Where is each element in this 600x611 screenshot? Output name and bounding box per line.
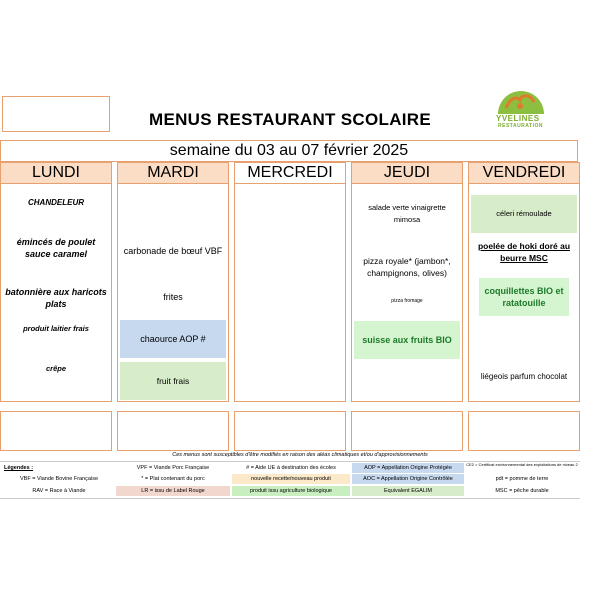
- legend-aoc: AOC = Appellation Origine Contrôlée: [352, 474, 464, 484]
- day-header-mardi: MARDI: [118, 163, 228, 184]
- menu-item: liégeois parfum chocolat: [480, 372, 568, 381]
- legend-nouveau: nouvelle recette/nouveau produit: [232, 474, 350, 484]
- bottom-box-mardi: [117, 411, 229, 451]
- menu-item: pizza fromage: [391, 298, 423, 304]
- legend-aide: # = Aide UE à destination des écoles: [246, 465, 336, 471]
- column-lundi: [0, 162, 112, 402]
- menu-item: émincés de poulet sauce caramel: [16, 237, 96, 259]
- legend-msc: MSC = pêche durable: [495, 488, 549, 494]
- menu-item: carbonade de bœuf VBF: [123, 246, 223, 256]
- menu-item: poelée de hoki doré au beurre MSC: [477, 241, 571, 263]
- yvelines-logo: [492, 86, 550, 130]
- menu-item: salade verte vinaigrette mimosa: [368, 203, 446, 224]
- menu-item: chaource AOP #: [120, 320, 226, 358]
- column-mercredi: [234, 162, 346, 402]
- menu-item: crêpe: [45, 364, 66, 373]
- column-jeudi: [351, 162, 463, 402]
- legend-egalim: Equivalent EGALIM: [352, 486, 464, 496]
- legend-aop: AOP = Appellation Origine Protégée: [352, 463, 464, 473]
- day-header-vendredi: VENDREDI: [469, 163, 579, 184]
- disclaimer-note: Ces menus sont susceptibles d'être modifiés en raison des aléas climatiques et/ou d'approvisionnements: [172, 452, 428, 458]
- legend-pdt: pdt = pomme de terre: [495, 476, 549, 482]
- column-mardi: [117, 162, 229, 402]
- menu-item: batonnière aux haricots plats: [5, 287, 107, 309]
- day-header-mercredi: MERCREDI: [235, 163, 345, 184]
- day-header-lundi: LUNDI: [1, 163, 111, 184]
- menu-item: céleri rémoulade: [471, 195, 577, 233]
- logo-name: YVELINES: [496, 114, 540, 123]
- menu-item: fruit frais: [120, 362, 226, 400]
- legend-bio: produit issu agriculture biologique: [232, 486, 350, 496]
- legend-title: Légendes :: [4, 465, 34, 471]
- legend-porc: * = Plat contenant du porc: [141, 476, 205, 482]
- bottom-box-jeudi: [351, 411, 463, 451]
- legend-lr: LR = issu de Label Rouge: [116, 486, 230, 496]
- page-title: MENUS RESTAURANT SCOLAIRE: [148, 110, 432, 129]
- header-empty-box: [2, 96, 110, 132]
- menu-item: suisse aux fruits BIO: [354, 321, 460, 359]
- bottom-box-vendredi: [468, 411, 580, 451]
- logo-mark-icon: [492, 86, 550, 116]
- menu-item: coquillettes BIO et ratatouille: [479, 278, 569, 316]
- day-header-jeudi: JEUDI: [352, 163, 462, 184]
- menu-item: pizza royale* (jambon*, champignons, olives): [363, 256, 451, 278]
- legend-vpf: VPF = Viande Porc Française: [136, 465, 210, 471]
- week-banner: semaine du 03 au 07 février 2025: [0, 140, 578, 162]
- bottom-box-lundi: [0, 411, 112, 451]
- legend-table: [0, 461, 580, 499]
- menu-item: frites: [163, 292, 183, 302]
- legend-ce2: CE2 = Certificat environnemental des exploitations de niveau 2: [466, 462, 578, 467]
- menu-item: CHANDELEUR: [28, 198, 84, 207]
- column-vendredi: [468, 162, 580, 402]
- bottom-box-mercredi: [234, 411, 346, 451]
- legend-rav: RAV = Race à Viande: [32, 488, 86, 494]
- legend-vbf: VBF = Viande Bovine Française: [19, 476, 98, 482]
- menu-item: produit laitier frais: [23, 324, 89, 333]
- logo-subtitle: RESTAURATION: [498, 123, 543, 129]
